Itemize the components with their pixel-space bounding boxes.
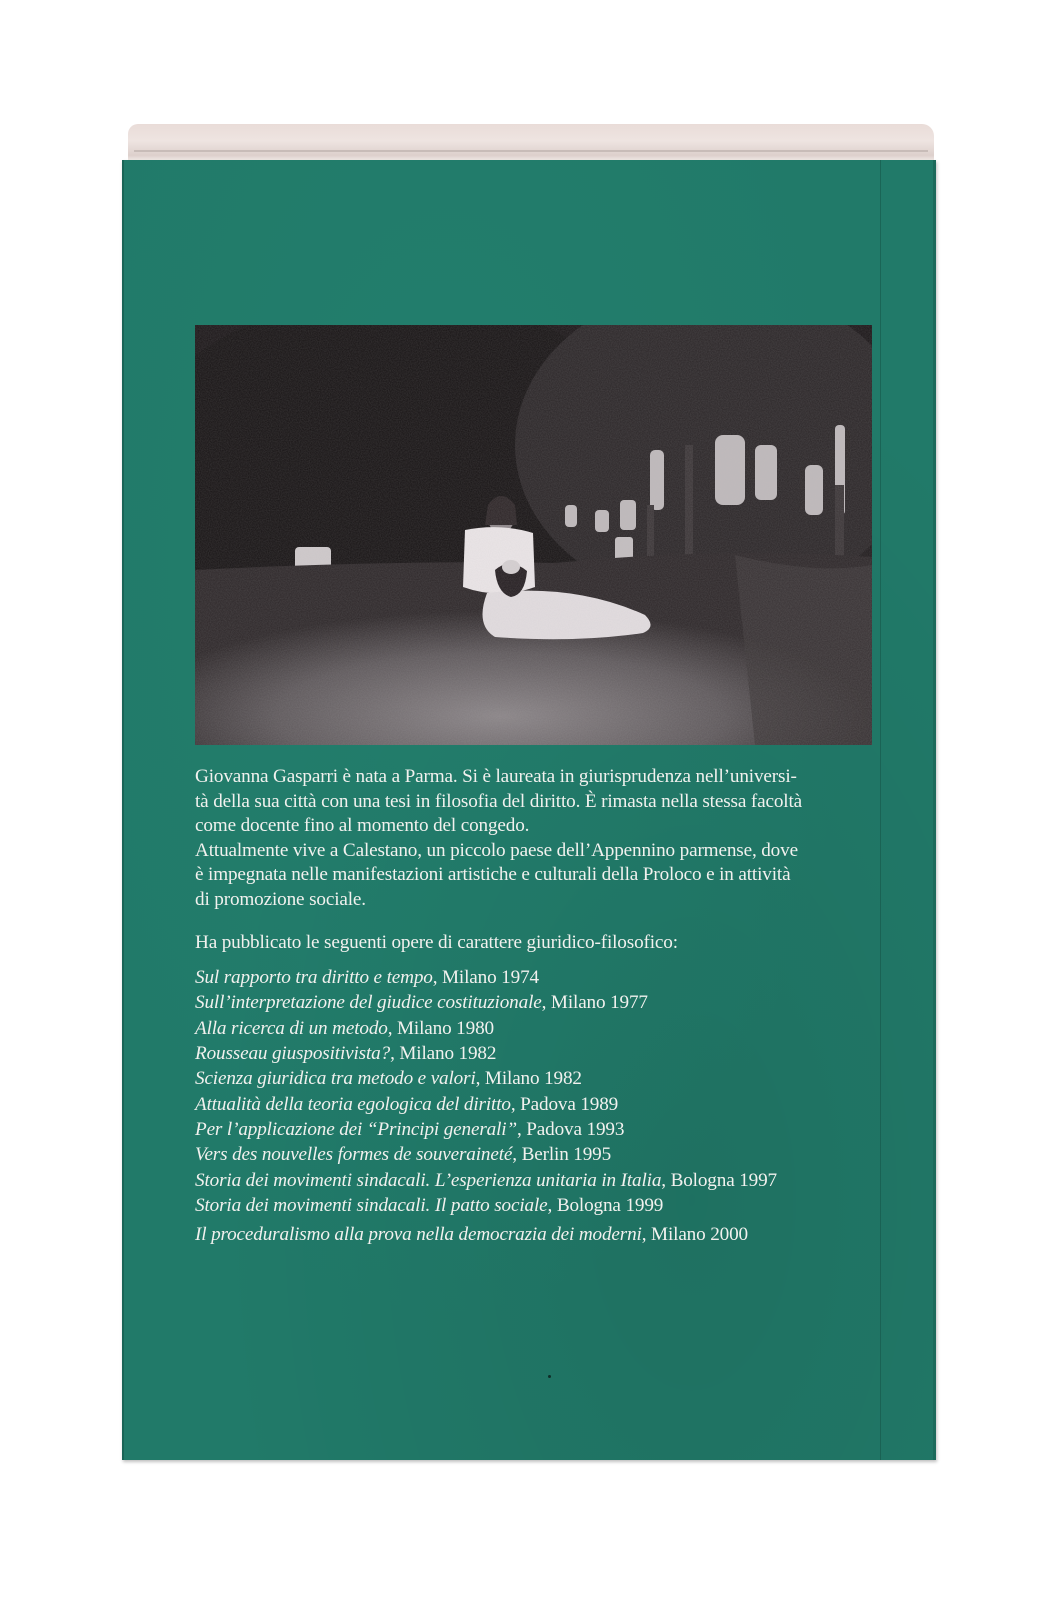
work-item [195,1193,875,1218]
work-title: Sul rapporto tra diritto e tempo [195,967,433,989]
work-place-year: , Bologna 1999 [547,1194,664,1216]
work-item [195,1142,875,1167]
work-title: Storia dei movimenti sindacali. L’esperienza unitaria in Italia [195,1169,662,1191]
work-item [195,1092,875,1117]
work-title: Per l’applicazione dei “Principi generali” [195,1118,517,1140]
bio-line: Attualmente vive a Calestano, un piccolo paese dell’Appennino parmense, dove [195,839,798,861]
works-intro: Ha pubblicato le seguenti opere di carattere giuridico-filosofico: [195,931,678,953]
work-item [195,1066,875,1091]
work-place-year: , Padova 1993 [516,1118,625,1140]
print-speck [548,1375,551,1378]
cover-crease [880,160,881,1460]
work-place-year: , Milano 1974 [432,967,539,989]
work-place-year: , Milano 1982 [390,1043,497,1065]
bio-line: Giovanna Gasparri è nata a Parma. Si è laureata in giurisprudenza nell’universi- [195,766,797,787]
photo-illustration [195,325,872,745]
work-title: Vers des nouvelles formes de souveraineté [195,1144,513,1166]
work-title: Scienza giuridica tra metodo e valori [195,1068,476,1090]
bio-paragraph-2 [195,839,875,913]
work-place-year: , Milano 2000 [641,1224,748,1246]
bio-line: come docente fino al momento del congedo. [195,815,530,837]
work-item [195,1168,875,1193]
work-title: Il proceduralismo alla prova nella democrazia dei moderni [195,1224,642,1246]
bio-paragraph-1 [195,765,875,839]
work-place-year: , Milano 1982 [475,1068,582,1090]
work-title: Storia dei movimenti sindacali. Il patto sociale [195,1194,548,1216]
work-title: Sull’interpretazione del giudice costituzionale [195,992,542,1014]
work-place-year: , Padova 1989 [510,1093,619,1115]
work-item [195,1222,875,1247]
bio-line: tà della sua città con una tesi in filosofia del diritto. È rimasta nella stessa facoltà [195,790,802,812]
work-item [195,1016,875,1041]
author-photo [195,325,872,745]
work-item [195,1041,875,1066]
work-item [195,1117,875,1142]
work-place-year: , Bologna 1997 [661,1169,777,1191]
work-title: Attualità della teoria egologica del diritto [195,1093,511,1115]
bio-line: di promozione sociale. [195,888,366,910]
work-title: Rousseau giuspositivista? [195,1043,391,1065]
author-bio-section [195,765,875,1247]
work-place-year: , Milano 1977 [541,992,648,1014]
work-item [195,965,875,990]
work-item [195,990,875,1015]
work-title: Alla ricerca di un metodo [195,1017,388,1039]
work-place-year: , Berlin 1995 [512,1144,612,1166]
works-list [195,965,875,1247]
bio-line: è impegnata nelle manifestazioni artistiche e culturali della Proloco e in attività [195,864,791,886]
work-place-year: , Milano 1980 [387,1017,494,1039]
